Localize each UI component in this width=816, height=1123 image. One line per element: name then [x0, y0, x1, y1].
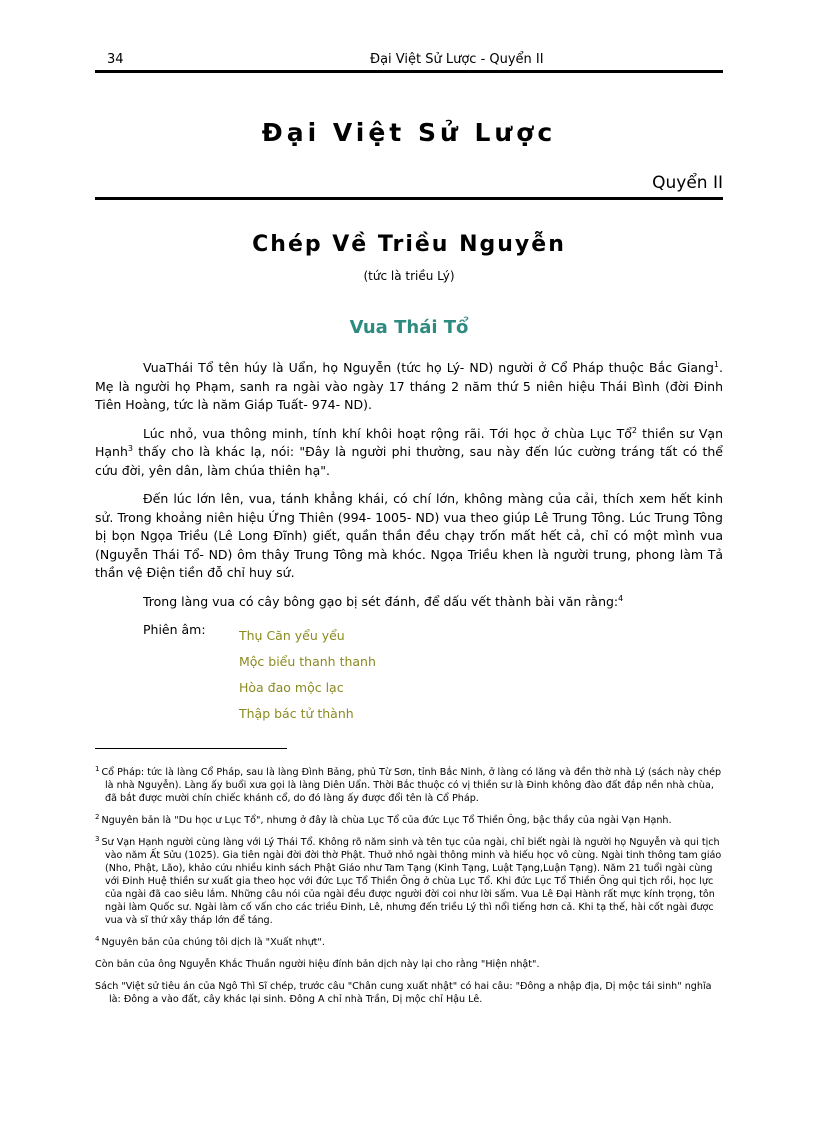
footnote-number: 1	[95, 764, 100, 773]
footnote-continuation: Sách "Việt sử tiêu án của Ngô Thì Sĩ chép, trước câu "Chân cung xuất nhật" có hai câu: "Đông a nhập địa, Dị mộc tái sinh" nghĩa là: Đông a vào đất, cây khác lại sinh. Đông A chỉ nhà Trần, Dị mộc chỉ Hậu Lê.	[95, 981, 712, 1005]
poem	[239, 628, 376, 732]
chapter-title: Chép Về Triều Nguyễn	[252, 232, 566, 257]
poem-line: Hòa đao mộc lạc	[239, 680, 344, 695]
footnote-continuation: Còn bản của ông Nguyễn Khắc Thuần người hiệu đính bản dịch này lại cho rằng "Hiện nhật".	[95, 959, 540, 970]
footnote-number: 2	[95, 812, 100, 821]
poem-line: Thập bác tử thành	[239, 706, 354, 721]
footnote: $^1$ Cổ Pháp: tức là làng Cổ Pháp, sau là làng Đình Bảng, phủ Từ Sơn, tỉnh Bắc Ninh, ở làng có lăng và đền thờ nhà Lý (sách này chép là nhà Nguyễn). Làng ấy buổi xưa gọi là làng Diên Uẩn. Thời Bắc thuộc có vị thiền sư là Đinh không đào đất đắp nền nhà chùa, đã bắt được mười chín chiếc khánh cổ, do đó làng ấy được đổi tên là Cổ Pháp.	[95, 764, 722, 804]
footnote: $^4$ Nguyên bản của chúng tôi dịch là "Xuất nhựt".	[95, 934, 325, 948]
page-number: 34	[107, 52, 124, 67]
chapter-subtitle: (tức là triều Lý)	[363, 269, 455, 283]
paragraph: VuaThái Tổ tên húy là Uẩn, họ Nguyễn (tức họ Lý- ND) người ở Cổ Pháp thuộc Bắc Giang$^1$. Mẹ là người họ Phạm, sanh ra ngài vào ngày 17 tháng 2 năm thứ 5 niên hiệu Thái Bình (đời Đinh Tiên Hoàng, tức là năm Giáp Tuất- 974- ND).	[95, 359, 723, 412]
footnote-ref[interactable]: 1	[713, 359, 720, 369]
poem-line: Thụ Căn yểu yểu	[239, 628, 345, 643]
footnotes	[95, 766, 723, 1015]
footnote-ref[interactable]: 4	[618, 593, 624, 603]
header-rule	[95, 70, 723, 73]
footnote-ref[interactable]: 2	[631, 425, 638, 435]
book-title: Đại Việt Sử Lược	[261, 118, 557, 147]
section-title: Vua Thái Tổ	[349, 317, 469, 338]
paragraph: Trong làng vua có cây bông gạo bị sét đánh, để dấu vết thành bài văn rằng:$^4$	[143, 593, 624, 609]
running-title: Đại Việt Sử Lược - Quyển II	[370, 52, 544, 67]
volume-label: Quyển II	[652, 173, 723, 193]
footnote-ref[interactable]: 3	[127, 443, 133, 453]
paragraph: Lúc nhỏ, vua thông minh, tính khí khôi hoạt rộng rãi. Tới học ở chùa Lục Tổ$^2$ thiền sư Vạn Hạnh$^3$ thấy cho là khác lạ, nói: "Đây là người phi thường, sau này đến lúc cường tráng tất có thể cứu đời, yên dân, làm chúa thiên hạ".	[95, 425, 724, 478]
body-text	[95, 359, 723, 650]
paragraph: Đến lúc lớn lên, vua, tánh khẳng khái, có chí lớn, không màng của cải, thích xem hết kinh sử. Trong khoảng niên hiệu Ứng Thiên (994- 1005- ND) vua theo giúp Lê Trung Tông. Lúc Trung Tông bị bọn Ngọa Triều (Lê Long Đĩnh) giết, quần thần đều chạy trốn mất hết cả, chỉ có một mình vua (Nguyễn Thái Tổ- ND) ôm thây Trung Tông mà khóc. Ngọa Triều khen là người trung, phong làm Tả thần vệ Điện tiền đỗ chỉ huy sứ.	[95, 491, 723, 580]
title-rule	[95, 197, 723, 200]
paragraph: Phiên âm:	[143, 622, 206, 637]
footnote-separator	[95, 748, 287, 749]
poem-line: Mộc biểu thanh thanh	[239, 654, 376, 669]
running-header	[95, 50, 723, 70]
footnote-number: 4	[95, 934, 100, 943]
footnote: $^2$ Nguyên bản là "Du học ư Lục Tổ", nhưng ở đây là chùa Lục Tổ của đức Lục Tổ Thiền Ông, bậc thầy của ngài Vạn Hạnh.	[95, 812, 672, 826]
footnote: $^3$ Sư Vạn Hạnh người cùng làng với Lý Thái Tổ. Không rõ năm sinh và tên tục của ngài, chỉ biết ngài là người họ Nguyễn và qui tịch vào năm Ất Sửu (1025). Gia tiên ngài đời đời thờ Phật. Thuở nhỏ ngài thông minh và hiếu học vô cùng. Ngài tinh thông tam giáo (Nho, Phật, Lão), khảo cứu nhiều kinh sách Phật Giáo như Tam Tạng (Kinh Tạng, Luật Tạng,Luận Tạng). Năm 21 tuổi ngài cùng với Đinh Huệ thiền sư xuất gia theo học với đức Lục Tổ Thiền Ông ở chùa Lục Tổ. Khi đức Lục Tổ Thiền Ông qui tịch rồi, học lực của ngài đã cao siêu lắm. Những câu nói của ngài đều được người đời coi như lời sấm. Vua Lê Đại Hành rất mực kính trọng, tôn ngài làm Quốc sư. Ngài làm cố vấn cho các triều Đinh, Lê, nhưng đến triều Lý thì nổi tiếng hơn cả. Khi tạ thế, hài cốt ngài được vua và sĩ thứ xây tháp lớn để táng.	[95, 834, 722, 926]
footnote-number: 3	[95, 834, 100, 843]
